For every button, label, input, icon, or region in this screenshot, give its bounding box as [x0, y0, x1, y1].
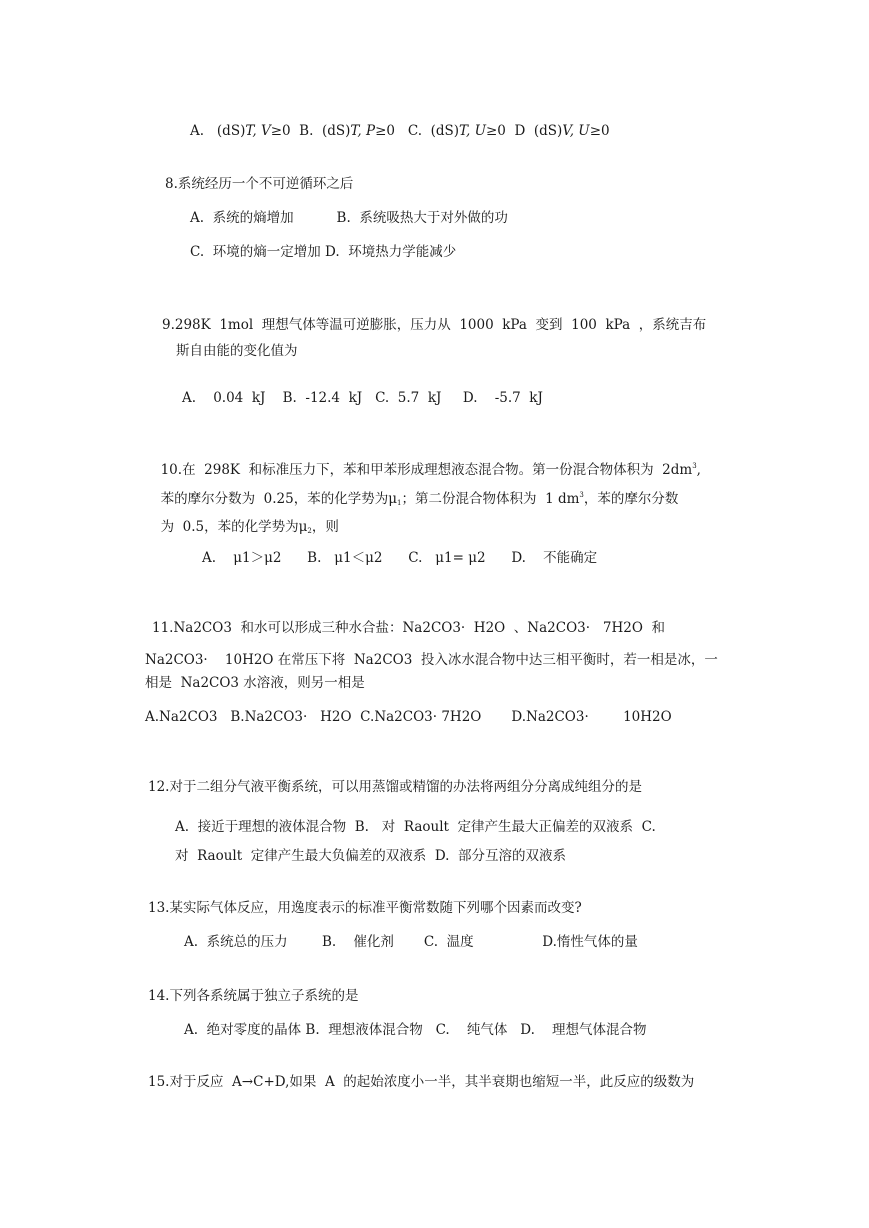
q8-options-ab: A. 系统的熵增加 B. 系统吸热大于对外做的功 [190, 210, 508, 226]
math-variable: T, V [245, 123, 271, 139]
q10-subscript-2: 2 [307, 527, 312, 535]
q9-stem-line-1: 9.298K 1mol 理想气体等温可逆膨胀，压力从 1000 kPa 变到 100 kPa ，系统吉布 [162, 317, 707, 333]
q8-stem: 8.系统经历一个不可逆循环之后 [165, 176, 354, 192]
q10-text-2c: ，苯的摩尔分数 [583, 491, 679, 507]
q11-stem-line-1: 11.Na2CO3 和水可以形成三种水合盐：Na2CO3· H2O 、Na2CO3· 7H2O 和 [152, 620, 666, 636]
q11-stem-line-2: Na2CO3· 10H2O 在常压下将 Na2CO3 投入冰水混合物中达三相平衡时，若一相是冰，一 [145, 652, 718, 668]
q11-stem-line-3: 相是 Na2CO3 水溶液，则另一相是 [145, 675, 365, 691]
q10-stem-line-3 [152, 500, 339, 536]
q10-text-2a: 苯的摩尔分数为 0.25，苯的化学势为μ [160, 491, 398, 507]
q10-superscript-1: 3 [692, 462, 697, 470]
q10-text-1a: 10.在 298K 和标准压力下，苯和甲苯形成理想液态混合物。第一份混合物体积为 2dm [160, 462, 693, 478]
math-variable: T, P [350, 123, 376, 139]
q9-stem-line-2: 斯自由能的变化值为 [176, 343, 298, 359]
q12-stem: 12.对于二组分气液平衡系统，可以用蒸馏或精馏的办法将两组分分离成纯组分的是 [148, 779, 642, 795]
q10-superscript-2: 3 [579, 491, 584, 499]
q8-options-cd: C. 环境的熵一定增加 D. 环境热力学能减少 [190, 244, 457, 260]
q15-stem: 15.对于反应 A→C+D,如果 A 的起始浓度小一半，其半衰期也缩短一半，此反应的级数为 [148, 1074, 695, 1090]
q9-options: A. 0.04 kJ B. -12.4 kJ C. 5.7 kJ D. -5.7 kJ [182, 390, 543, 406]
q10-text-3b: ，则 [311, 519, 339, 535]
q12-options-line-2: 对 Raoult 定律产生最大负偏差的双液系 D. 部分互溶的双液系 [175, 848, 567, 864]
q14-options: A. 绝对零度的晶体 B. 理想液体混合物 C. 纯气体 D. 理想气体混合物 [184, 1022, 647, 1038]
math-variable: V, U [562, 123, 590, 139]
q10-subscript-1: 1 [397, 499, 402, 507]
math-variable: T, U [459, 123, 486, 139]
q11-options: A.Na2CO3 B.Na2CO3· H2O C.Na2CO3· 7H2O D.Na2CO3· 10H2O [145, 709, 672, 725]
q10-options: A. μ1＞μ2 B. μ1＜μ2 C. μ1= μ2 D. 不能确定 [202, 550, 598, 566]
q7-options: A. (dS)T, V≥0 B. (dS)T, P≥0 C. (dS)T, U≥0 D (dS)V, U≥0 [190, 123, 610, 139]
q10-text-2b: ；第二份混合物体积为 1 dm [401, 491, 580, 507]
q10-text-3a: 为 0.5，苯的化学势为μ [160, 519, 308, 535]
q13-stem: 13.某实际气体反应，用逸度表示的标准平衡常数随下列哪个因素而改变? [148, 900, 582, 916]
q10-text-1b: , [696, 462, 701, 478]
q12-options-line-1: A. 接近于理想的液体混合物 B. 对 Raoult 定律产生最大正偏差的双液系 C. [175, 819, 656, 835]
q13-options: A. 系统总的压力 B. 催化剂 C. 温度 D.惰性气体的量 [184, 934, 638, 950]
q14-stem: 14.下列各系统属于独立子系统的是 [148, 988, 359, 1004]
